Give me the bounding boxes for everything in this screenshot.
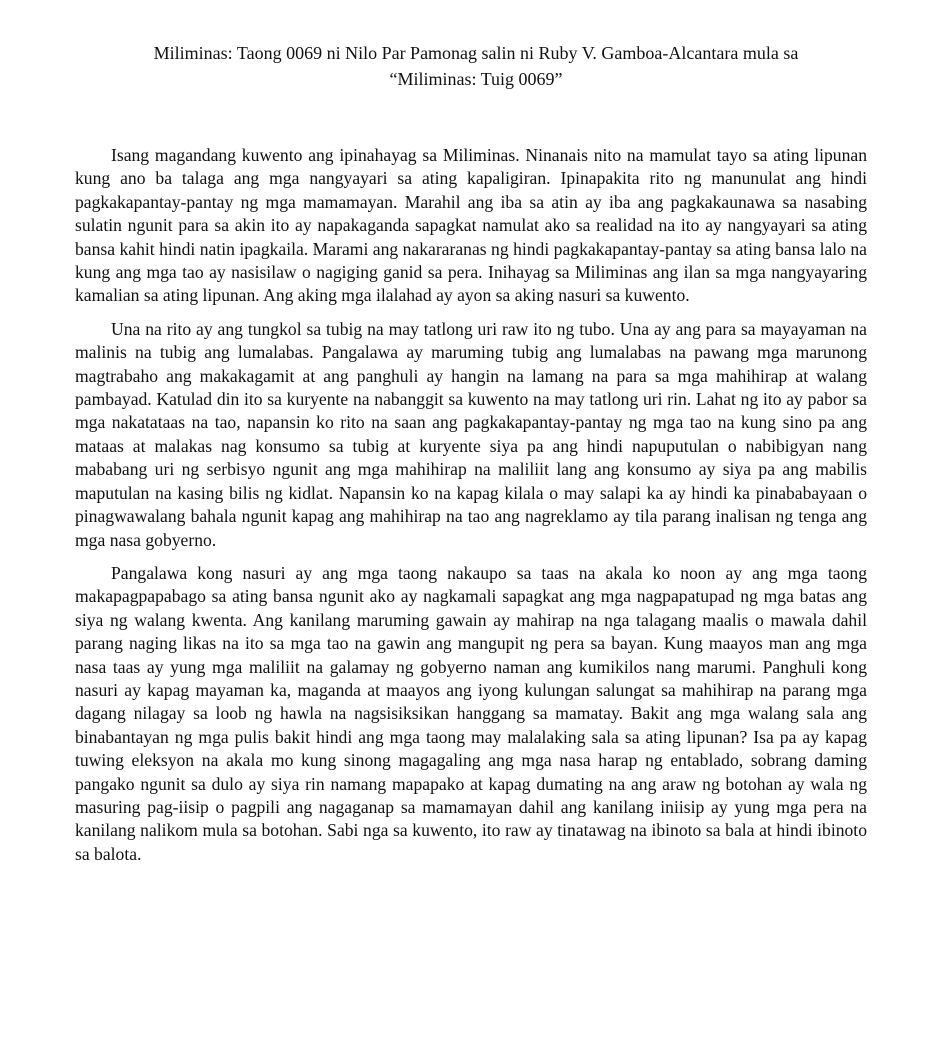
title-line-1: Miliminas: Taong 0069 ni Nilo Par Pamonag salin ni Ruby V. Gamboa-Alcantara mula sa	[153, 43, 799, 63]
paragraph-3: Pangalawa kong nasuri ay ang mga taong nakaupo sa taas na akala ko noon ay ang mga taong makapagpapabago sa ating bansa ngunit ako ay nagkamali sapagkat ang mga nagpapatupad ng mga batas ang siya ng walang kwenta. Ang kanilang maruming gawain ay mahirap na nga talagang maalis o mawala dahil parang naging likas na ito sa mga tao na gawin ang mangupit ng pera sa bayan. Kung maayos man ang mga nasa taas ay yung mga maliliit na galamay ng gobyerno naman ang kumikilos nang marumi. Panghuli kong nasuri ay kapag mayaman ka, maganda at maayos ang iyong kulungan salungat sa mahihirap na parang mga dagang nilagay sa loob ng hawla na nagsisiksikan hanggang sa mamatay. Bakit ang mga walang sala ang binabantayan ng mga pulis bakit hindi ang mga taong may malalaking sala sa ating lipunan? Isa pa ay kapag tuwing eleksyon na akala mo kung sinong magagaling ang mga nasa harap ng entablado, sobrang daming pangako ngunit sa dulo ay siya rin namang mapapako at kapag dumating na ang araw ng botohan ay wala ng masuring pag-iisip o pagpili ang nagaganap sa mamamayan dahil ang kanilang iniisip ay yung mga pera na kanilang nalikom mula sa botohan. Sabi nga sa kuwento, ito raw ay tinatawag na ibinoto sa bala at hindi ibinoto sa balota.	[75, 562, 867, 864]
paragraph-2: Una na rito ay ang tungkol sa tubig na may tatlong uri raw ito ng tubo. Una ay ang para sa mayayaman na malinis na tubig ang lumalabas. Pangalawa ay maruming tubig ang lumalabas na pawang mga marunong magtrabaho ang makakagamit at ang panghuli ay hangin na lamang na para sa mga mahihirap at walang pambayad. Katulad din ito sa kuryente na nabanggit sa kuwento na may tatlong uri rin. Lahat ng ito ay pabor sa mga nakatataas na tao, napansin ko rito na saan ang pagkakapantay-pantay ng mga tao na kung sino pa ang mataas at malakas nag konsumo sa tubig at kuryente siya pa ang hindi napuputulan o nabibigyan nang mababang uri ng serbisyo ngunit ang mga mahihirap na maliliit lang ang konsumo ay siya pa ang mabilis maputulan na kasing bilis ng kidlat. Napansin ko na kapag kilala o may salapi ka ay hindi ka pinababayaan o pinagwawalang bahala ngunit kapag ang mahihirap na tao ang nagreklamo ay tila parang inalisan ng tenga ang mga nasa gobyerno.	[75, 318, 867, 550]
document-title	[60, 40, 892, 92]
title-line-2: “Miliminas: Tuig 0069”	[389, 69, 563, 89]
essay-body	[75, 144, 867, 876]
paragraph-1: Isang magandang kuwento ang ipinahayag sa Miliminas. Ninanais nito na mamulat tayo sa ating lipunan kung ano ba talaga ang mga nangyayari sa ating kapaligiran. Ipinapakita rito ng manunulat ang hindi pagkakapantay-pantay ng mga mamamayan. Marahil ang iba sa atin ay iba ang pagkakaunawa sa nasabing sulatin ngunit para sa akin ito ay napakaganda sapagkat namulat ako sa realidad na ito ay nangyayari sa ating bansa kahit hindi natin ipagkaila. Marami ang nakararanas ng hindi pagkakapantay-pantay sa ating bansa lalo na kung ang mga tao ay nasisilaw o nagiging ganid sa pera. Inihayag sa Miliminas ang ilan sa mga nangyayaring kamalian sa ating lipunan. Ang aking mga ilalahad ay ayon sa aking nasuri sa kuwento.	[75, 145, 867, 306]
